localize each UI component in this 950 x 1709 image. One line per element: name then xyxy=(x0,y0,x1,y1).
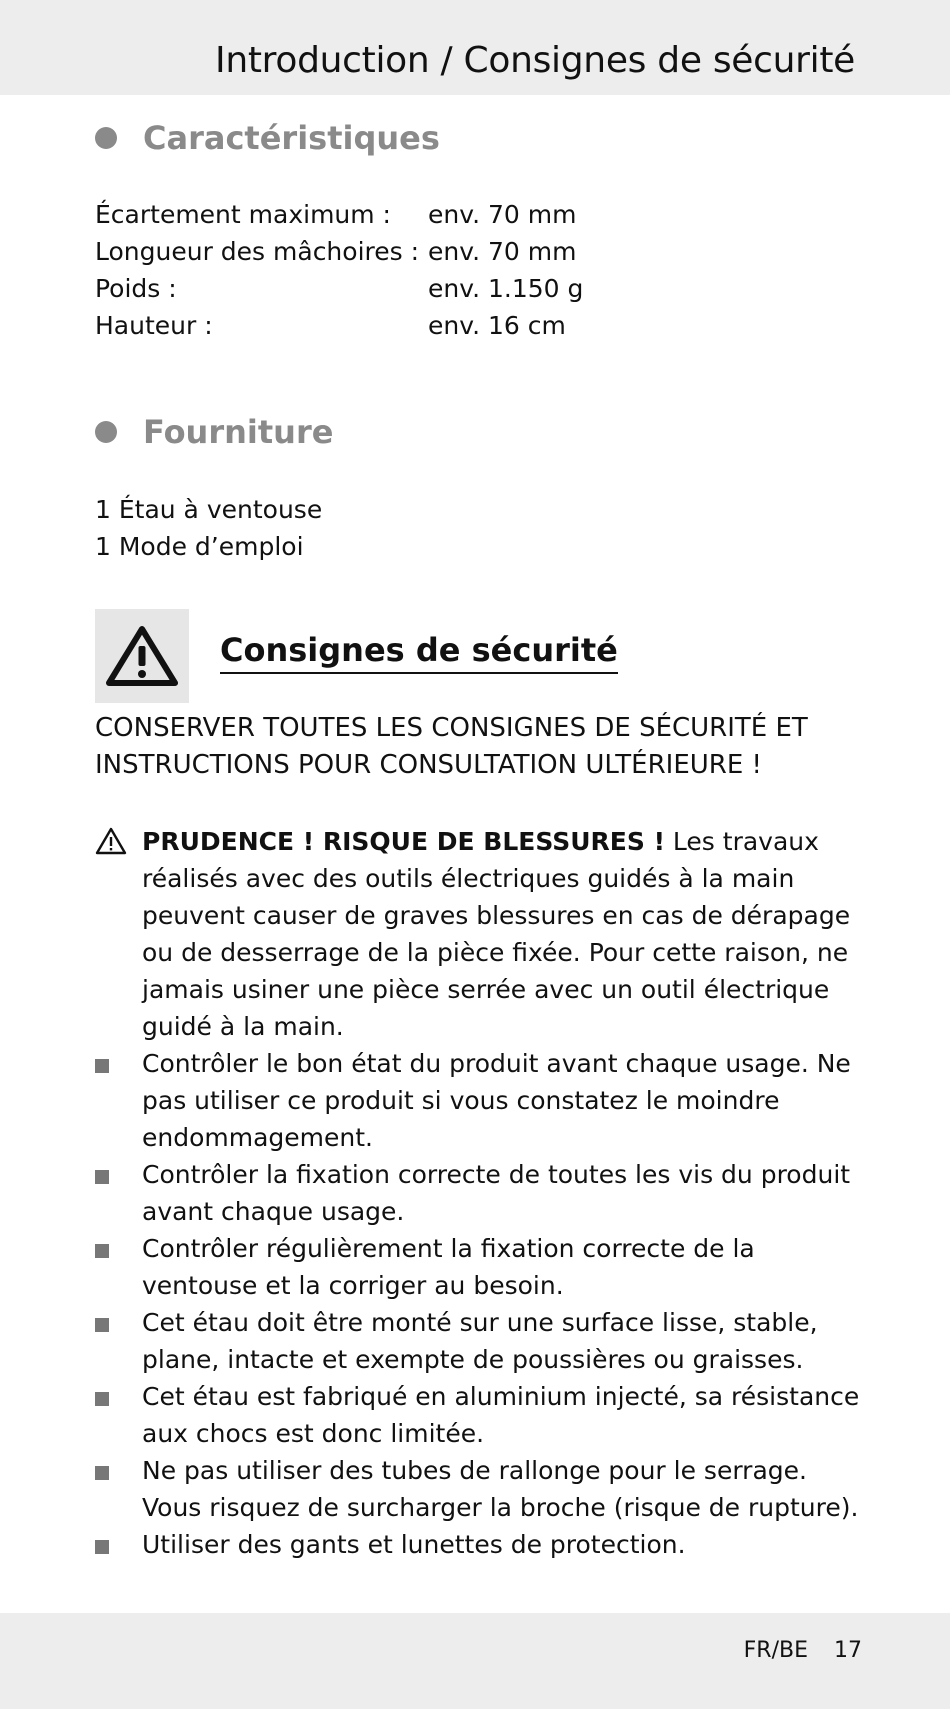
page-header-title: Introduction / Consignes de sécurité xyxy=(215,40,855,81)
safety-title: Consignes de sécurité xyxy=(220,632,618,674)
square-bullet-icon xyxy=(95,1452,142,1526)
bullet-text: Utiliser des gants et lunettes de protection. xyxy=(142,1530,686,1559)
spec-row xyxy=(95,307,583,344)
list-item xyxy=(95,1452,865,1526)
spec-row xyxy=(95,233,583,270)
features-title: Caractéristiques xyxy=(143,119,440,157)
square-bullet-icon xyxy=(95,1304,142,1378)
footer-lang: FR/BE xyxy=(743,1638,808,1663)
footer xyxy=(744,1638,862,1663)
supply-heading xyxy=(95,412,333,452)
safety-icon-box xyxy=(95,609,189,703)
warning-triangle-icon xyxy=(95,827,127,855)
bullet-text: Ne pas utiliser des tubes de rallonge pour le serrage. Vous risquez de surcharger la broche (risque de rupture). xyxy=(142,1456,859,1522)
list-item: 1 Étau à ventouse xyxy=(95,495,323,524)
spec-label: Écartement maximum : xyxy=(95,200,391,229)
spec-table xyxy=(95,196,583,344)
list-item xyxy=(95,1045,865,1156)
spec-label: Longueur des mâchoires : xyxy=(95,237,420,266)
spec-row xyxy=(95,270,583,307)
bullet-dot-icon xyxy=(95,127,117,149)
bullet-text: Cet étau est fabriqué en aluminium injecté, sa résistance aux chocs est donc limitée. xyxy=(142,1382,860,1448)
bullet-text: Cet étau doit être monté sur une surface lisse, stable, plane, intacte et exempte de poussières ou graisses. xyxy=(142,1308,818,1374)
square-bullet-icon xyxy=(95,1045,142,1156)
warning-heading: PRUDENCE ! RISQUE DE BLESSURES ! xyxy=(142,827,665,856)
spec-row xyxy=(95,196,583,233)
supply-list xyxy=(95,491,322,565)
square-bullet-icon xyxy=(95,1230,142,1304)
list-item: 1 Mode d’emploi xyxy=(95,532,304,561)
warning-icon-wrap xyxy=(95,823,142,1045)
list-item xyxy=(95,1526,865,1563)
square-bullet-icon xyxy=(95,1526,142,1563)
warning-row xyxy=(95,823,865,1045)
bullet-dot-icon xyxy=(95,421,117,443)
spec-value: env. 70 mm xyxy=(428,237,577,266)
bullet-text: Contrôler régulièrement la fixation correcte de la ventouse et la corriger au besoin. xyxy=(142,1234,755,1300)
warning-block xyxy=(95,823,865,1563)
square-bullet-icon xyxy=(95,1378,142,1452)
bullet-text: Contrôler la fixation correcte de toutes les vis du produit avant chaque usage. xyxy=(142,1160,851,1226)
spec-label: Hauteur : xyxy=(95,311,213,340)
spec-label: Poids : xyxy=(95,274,177,303)
list-item xyxy=(95,1230,865,1304)
page-number: 17 xyxy=(834,1638,862,1663)
warning-triangle-icon xyxy=(105,624,179,688)
list-item xyxy=(95,1378,865,1452)
features-heading xyxy=(95,118,440,158)
square-bullet-icon xyxy=(95,1156,142,1230)
safety-notice: CONSERVER TOUTES LES CONSIGNES DE SÉCURITÉ ET INSTRUCTIONS POUR CONSULTATION ULTÉRIEURE ! xyxy=(95,713,808,780)
spec-value: env. 70 mm xyxy=(428,200,577,229)
warning-body: Les travaux réalisés avec des outils électriques guidés à la main peuvent causer de graves blessures en cas de dérapage ou de desserrage de la pièce fixée. Pour cette raison, ne jamais usiner une pièce serrée avec un outil électrique guidé à la main. xyxy=(142,827,851,1041)
supply-title: Fourniture xyxy=(143,413,334,451)
warning-text xyxy=(142,823,865,1045)
list-item xyxy=(95,1304,865,1378)
bullet-text: Contrôler le bon état du produit avant chaque usage. Ne pas utiliser ce produit si vous constatez le moindre endommagement. xyxy=(142,1049,851,1152)
list-item xyxy=(95,1156,865,1230)
spec-value: env. 16 cm xyxy=(428,311,566,340)
spec-value: env. 1.150 g xyxy=(428,274,584,303)
